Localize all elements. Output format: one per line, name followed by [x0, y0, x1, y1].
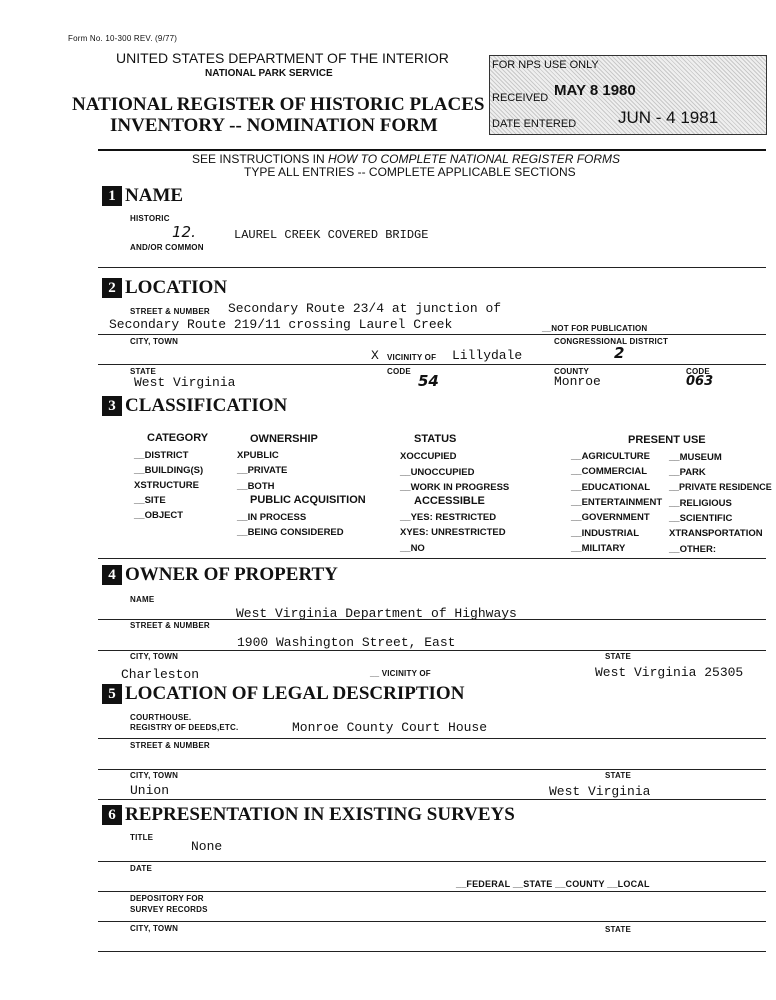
- public-acquisition-option: __BEING CONSIDERED: [237, 527, 344, 538]
- county-label: COUNTY: [554, 367, 589, 376]
- survey-levels: __FEDERAL __STATE __COUNTY __LOCAL: [456, 879, 650, 889]
- historic-item-number: 12.: [172, 223, 196, 241]
- legal-state-label: STATE: [605, 771, 632, 780]
- common-name-label: AND/OR COMMON: [130, 243, 204, 252]
- present-use-heading: PRESENT USE: [628, 434, 706, 446]
- category-option: __SITE: [134, 495, 166, 506]
- street-number-label: STREET & NUMBER: [130, 307, 210, 316]
- courthouse-label: COURTHOUSE.: [130, 713, 192, 722]
- instructions-line2: TYPE ALL ENTRIES -- COMPLETE APPLICABLE SECTIONS: [244, 165, 576, 179]
- present-use-option: __EDUCATIONAL: [571, 482, 650, 493]
- survey-city-label: CITY, TOWN: [130, 924, 179, 933]
- county-value: Monroe: [554, 374, 601, 389]
- legal-city-value: Union: [130, 783, 170, 798]
- section-5-heading: [102, 684, 464, 706]
- section-title: LOCATION OF LEGAL DESCRIPTION: [125, 683, 465, 704]
- congressional-district-label: CONGRESSIONAL DISTRICT: [554, 337, 669, 346]
- field-rule: [98, 738, 766, 739]
- instructions-line1: [192, 152, 620, 166]
- received-label: RECEIVED: [492, 92, 549, 104]
- historic-label: HISTORIC: [130, 214, 170, 223]
- section-2-heading: [102, 278, 227, 300]
- field-rule: [98, 334, 766, 335]
- depository-label-line1: DEPOSITORY FOR: [130, 894, 204, 903]
- nps-use-label: FOR NPS USE ONLY: [492, 59, 599, 71]
- category-heading: CATEGORY: [147, 432, 209, 444]
- status-option: __UNOCCUPIED: [400, 467, 475, 478]
- status-heading: STATUS: [414, 433, 457, 445]
- accessible-option: __YES: RESTRICTED: [400, 512, 497, 523]
- present-use-option: __RELIGIOUS: [669, 498, 732, 509]
- field-rule: [98, 769, 766, 770]
- category-option: XSTRUCTURE: [134, 480, 199, 491]
- vicinity-mark: X: [371, 348, 379, 363]
- category-option: __DISTRICT: [134, 450, 189, 461]
- vicinity-label: VICINITY OF: [387, 353, 437, 362]
- agency-title: NATIONAL PARK SERVICE: [205, 68, 333, 79]
- legal-city-label: CITY, TOWN: [130, 771, 179, 780]
- field-rule: [98, 861, 766, 862]
- owner-vicinity-label: __ VICINITY OF: [370, 669, 431, 678]
- section-number: 4: [102, 565, 122, 585]
- section-title: CLASSIFICATION: [125, 395, 288, 416]
- state-code-label: CODE: [387, 367, 411, 376]
- header-rule: [98, 149, 766, 151]
- form-title-line2: INVENTORY -- NOMINATION FORM: [110, 115, 438, 136]
- accessible-heading: ACCESSIBLE: [414, 495, 485, 507]
- section-1-heading: [102, 186, 183, 208]
- section-number: 2: [102, 278, 122, 298]
- section-number: 5: [102, 684, 122, 704]
- street-address-line1: Secondary Route 23/4 at junction of: [228, 301, 502, 316]
- survey-state-label: STATE: [605, 925, 632, 934]
- accessible-option: __NO: [400, 543, 425, 554]
- section-number: 3: [102, 396, 122, 416]
- section-3-heading: [102, 396, 287, 418]
- section-title: REPRESENTATION IN EXISTING SURVEYS: [125, 804, 515, 825]
- present-use-option: __PRIVATE RESIDENCE: [669, 482, 772, 492]
- congressional-district-value: 2: [614, 344, 625, 362]
- section-number: 1: [102, 186, 122, 206]
- depository-label-line2: SURVEY RECORDS: [130, 905, 208, 914]
- ownership-option: XPUBLIC: [237, 450, 279, 461]
- county-code-label: CODE: [686, 367, 710, 376]
- category-option: __BUILDING(S): [134, 465, 204, 476]
- category-option: __OBJECT: [134, 510, 184, 521]
- present-use-option: __GOVERNMENT: [571, 512, 650, 523]
- date-entered-label: DATE ENTERED: [492, 118, 577, 130]
- courthouse-value: Monroe County Court House: [292, 720, 488, 735]
- section-4-heading: [102, 565, 338, 587]
- ownership-heading: OWNERSHIP: [250, 433, 318, 445]
- field-rule: [98, 650, 766, 651]
- accessible-option: XYES: UNRESTRICTED: [400, 527, 506, 538]
- ownership-option: __BOTH: [237, 481, 275, 492]
- not-for-publication-label: __NOT FOR PUBLICATION: [542, 324, 648, 333]
- owner-state-value: West Virginia 25305: [595, 665, 744, 680]
- owner-city-label: CITY, TOWN: [130, 652, 179, 661]
- present-use-option: __ENTERTAINMENT: [571, 497, 663, 508]
- section-rule: [98, 267, 766, 268]
- survey-title-label: TITLE: [130, 833, 154, 842]
- county-code-value: 063: [686, 374, 714, 389]
- owner-street-label: STREET & NUMBER: [130, 621, 210, 630]
- present-use-option: __SCIENTIFIC: [669, 513, 733, 524]
- city-town-label: CITY, TOWN: [130, 337, 179, 346]
- owner-street-value: 1900 Washington Street, East: [237, 635, 456, 650]
- field-rule: [98, 891, 766, 892]
- present-use-option: XTRANSPORTATION: [669, 528, 763, 539]
- status-option: XOCCUPIED: [400, 451, 457, 462]
- received-stamp: MAY 8 1980: [554, 82, 636, 99]
- present-use-option: __MUSEUM: [669, 452, 722, 463]
- field-rule: [98, 921, 766, 922]
- section-6-heading: [102, 805, 515, 827]
- instructions-reference: HOW TO COMPLETE NATIONAL REGISTER FORMS: [328, 152, 621, 166]
- state-code-value: 54: [418, 372, 439, 390]
- field-rule: [98, 619, 766, 620]
- section-rule: [98, 558, 766, 559]
- owner-name-value: West Virginia Department of Highways: [236, 606, 517, 621]
- field-rule: [98, 364, 766, 365]
- owner-city-value: Charleston: [121, 667, 200, 682]
- present-use-option: __COMMERCIAL: [571, 466, 648, 477]
- street-address-line2: Secondary Route 219/11 crossing Laurel Creek: [109, 317, 453, 332]
- section-title: LOCATION: [125, 277, 228, 298]
- legal-street-label: STREET & NUMBER: [130, 741, 210, 750]
- state-label: STATE: [130, 367, 157, 376]
- state-value: West Virginia: [134, 375, 236, 390]
- survey-title-value: None: [191, 839, 223, 854]
- owner-name-label: NAME: [130, 595, 155, 604]
- present-use-option: __OTHER:: [669, 544, 716, 555]
- survey-date-label: DATE: [130, 864, 152, 873]
- historic-name-field: LAUREL CREEK COVERED BRIDGE: [234, 228, 429, 242]
- present-use-option: __PARK: [669, 467, 706, 478]
- present-use-option: __MILITARY: [571, 543, 626, 554]
- section-number: 6: [102, 805, 122, 825]
- status-option: __WORK IN PROGRESS: [400, 482, 510, 493]
- owner-state-label: STATE: [605, 652, 632, 661]
- section-title: NAME: [125, 185, 184, 206]
- form-title-line1: NATIONAL REGISTER OF HISTORIC PLACES: [72, 94, 485, 115]
- section-rule: [98, 799, 766, 800]
- nps-use-box: [489, 55, 767, 135]
- field-rule: [98, 951, 766, 952]
- legal-state-value: West Virginia: [549, 784, 651, 799]
- present-use-option: __AGRICULTURE: [571, 451, 650, 462]
- section-title: OWNER OF PROPERTY: [125, 564, 338, 585]
- instructions-prefix: SEE INSTRUCTIONS IN: [192, 152, 329, 166]
- department-title: UNITED STATES DEPARTMENT OF THE INTERIOR: [116, 50, 449, 66]
- present-use-option: __INDUSTRIAL: [571, 528, 640, 539]
- ownership-option: __PRIVATE: [237, 465, 288, 476]
- public-acquisition-heading: PUBLIC ACQUISITION: [250, 494, 366, 506]
- date-entered-stamp: JUN - 4 1981: [618, 108, 719, 127]
- vicinity-value: Lillydale: [452, 348, 523, 363]
- registry-label: REGISTRY OF DEEDS,ETC.: [130, 723, 239, 732]
- public-acquisition-option: __IN PROCESS: [237, 512, 307, 523]
- form-number: Form No. 10-300 REV. (9/77): [68, 34, 178, 43]
